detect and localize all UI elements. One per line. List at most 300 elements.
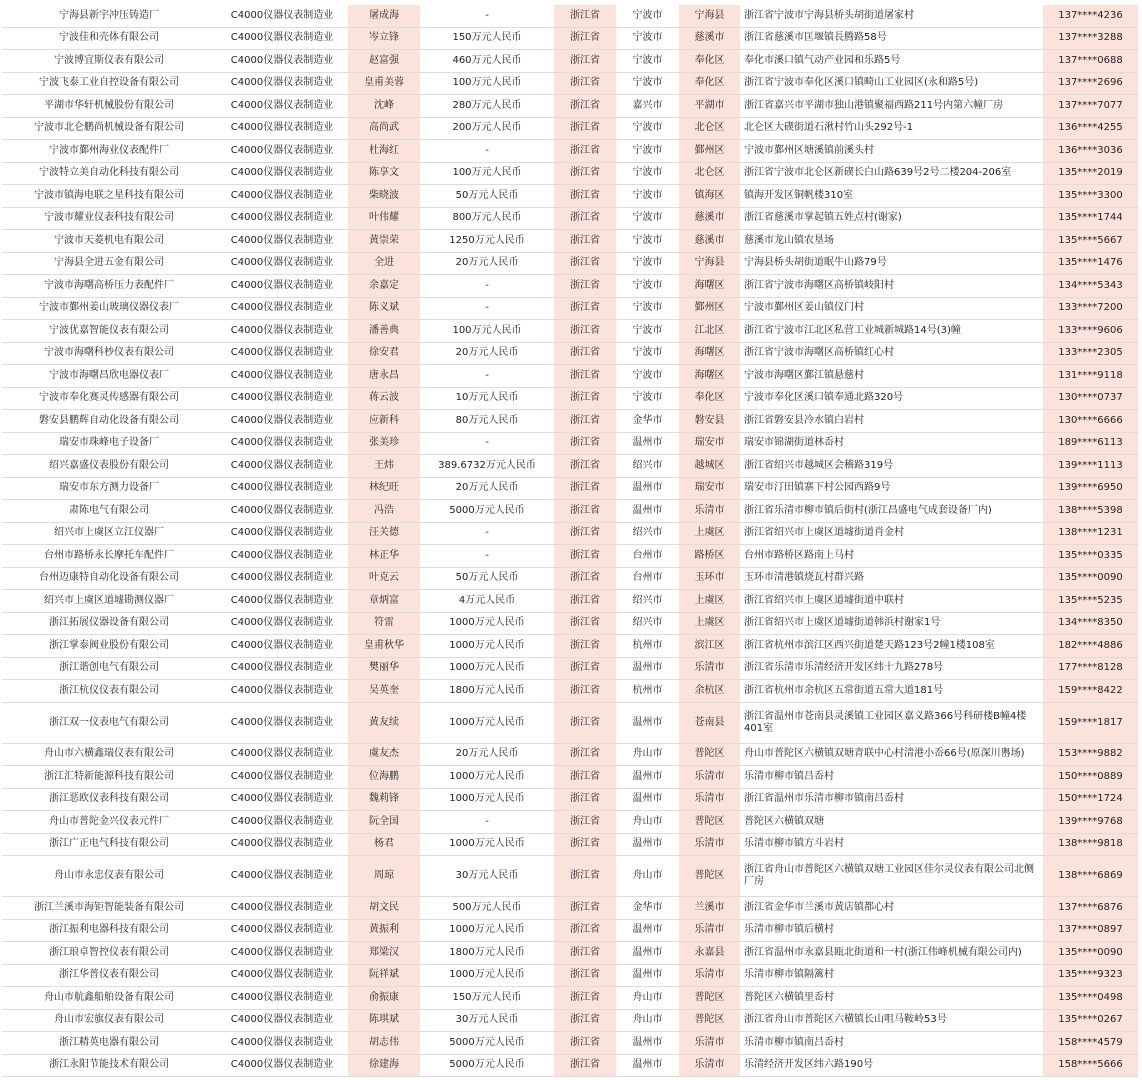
city-cell: 绍兴市 [616, 590, 679, 613]
district-cell: 滨江区 [679, 635, 740, 658]
province-cell: 浙江省 [554, 657, 616, 680]
phone-cell: 133****9606 [1043, 320, 1138, 343]
registered-capital-cell: 30万元人民币 [420, 1009, 554, 1032]
city-cell: 宁波市 [616, 342, 679, 365]
registered-capital-cell: - [420, 140, 554, 163]
phone-cell: 158****5666 [1043, 1054, 1138, 1077]
district-cell: 苍南县 [679, 702, 740, 743]
district-cell: 奉化区 [679, 50, 740, 73]
province-cell: 浙江省 [554, 567, 616, 590]
phone-cell: 135****3300 [1043, 185, 1138, 208]
city-cell: 宁波市 [616, 275, 679, 298]
legal-person-cell: 杜海红 [348, 140, 420, 163]
province-cell: 浙江省 [554, 833, 616, 856]
table-row [2, 856, 1138, 897]
address-cell: 浙江省慈溪市匡堰镇長腾路58号 [740, 27, 1043, 50]
address-cell: 浙江省乐清市柳市镇后街村(浙江昌盛电气成套设备厂内) [740, 500, 1043, 523]
address-cell: 浙江省宁波市奉化区溪口镇畸山工业园区(永和路5号) [740, 72, 1043, 95]
table-row [2, 320, 1138, 343]
province-cell: 浙江省 [554, 72, 616, 95]
registered-capital-cell: - [420, 522, 554, 545]
phone-cell: 134****5343 [1043, 275, 1138, 298]
legal-person-cell: 冯浩 [348, 500, 420, 523]
district-cell: 北仑区 [679, 162, 740, 185]
address-cell: 浙江省金华市兰溪市黄店镇都心村 [740, 897, 1043, 920]
city-cell: 温州市 [616, 942, 679, 965]
province-cell: 浙江省 [554, 743, 616, 766]
province-cell: 浙江省 [554, 680, 616, 703]
industry-cell: C4000仪器仪表制造业 [216, 185, 348, 208]
registered-capital-cell: 1800万元人民币 [420, 680, 554, 703]
industry-cell: C4000仪器仪表制造业 [216, 897, 348, 920]
province-cell: 浙江省 [554, 1054, 616, 1077]
registered-capital-cell: 20万元人民币 [420, 477, 554, 500]
table-row [2, 788, 1138, 811]
industry-cell: C4000仪器仪表制造业 [216, 455, 348, 478]
phone-cell: 138****6869 [1043, 856, 1138, 897]
phone-cell: 133****7200 [1043, 297, 1138, 320]
district-cell: 路桥区 [679, 545, 740, 568]
address-cell: 宁波市奉化区溪口镇奉通北路320号 [740, 387, 1043, 410]
legal-person-cell: 岑立锋 [348, 27, 420, 50]
registered-capital-cell: 1000万元人民币 [420, 964, 554, 987]
legal-person-cell: 林纪旺 [348, 477, 420, 500]
address-cell: 浙江省舟山市普陀区六横镇双塘工业园区佳尔灵仪表有限公司北侧厂房 [740, 856, 1043, 897]
address-cell: 乐清市柳市镇南吕岙村 [740, 1032, 1043, 1055]
province-cell: 浙江省 [554, 856, 616, 897]
city-cell: 舟山市 [616, 743, 679, 766]
industry-cell: C4000仪器仪表制造业 [216, 788, 348, 811]
table-body [2, 5, 1138, 1077]
table-row [2, 1009, 1138, 1032]
city-cell: 温州市 [616, 702, 679, 743]
table-row [2, 833, 1138, 856]
company-name-cell: 宁波优嘉智能仪表有限公司 [2, 320, 216, 343]
phone-cell: 135****5235 [1043, 590, 1138, 613]
legal-person-cell: 皇甫美蓉 [348, 72, 420, 95]
district-cell: 永嘉县 [679, 942, 740, 965]
company-name-cell: 浙江振利电器科技有限公司 [2, 919, 216, 942]
address-cell: 瑞安市锦湖街道林岙村 [740, 432, 1043, 455]
province-cell: 浙江省 [554, 477, 616, 500]
industry-cell: C4000仪器仪表制造业 [216, 410, 348, 433]
legal-person-cell: 章炳富 [348, 590, 420, 613]
city-cell: 宁波市 [616, 207, 679, 230]
city-cell: 温州市 [616, 657, 679, 680]
district-cell: 海曙区 [679, 365, 740, 388]
phone-cell: 131****9118 [1043, 365, 1138, 388]
district-cell: 乐清市 [679, 500, 740, 523]
table-row [2, 657, 1138, 680]
company-name-cell: 宁波市海曙昌欣电器仪表厂 [2, 365, 216, 388]
industry-cell: C4000仪器仪表制造业 [216, 252, 348, 275]
registered-capital-cell: 20万元人民币 [420, 252, 554, 275]
address-cell: 浙江省宁波市海曙区高桥镇岐阳村 [740, 275, 1043, 298]
city-cell: 温州市 [616, 788, 679, 811]
province-cell: 浙江省 [554, 897, 616, 920]
company-name-cell: 宁波飞泰工业自控设备有限公司 [2, 72, 216, 95]
district-cell: 宁海县 [679, 252, 740, 275]
legal-person-cell: 黄崇荣 [348, 230, 420, 253]
industry-cell: C4000仪器仪表制造业 [216, 432, 348, 455]
city-cell: 宁波市 [616, 140, 679, 163]
city-cell: 舟山市 [616, 856, 679, 897]
phone-cell: 130****0737 [1043, 387, 1138, 410]
city-cell: 宁波市 [616, 230, 679, 253]
address-cell: 浙江省绍兴市越城区会稽路319号 [740, 455, 1043, 478]
address-cell: 普陀区六横镇里岙村 [740, 987, 1043, 1010]
phone-cell: 135****0498 [1043, 987, 1138, 1010]
registered-capital-cell: 50万元人民币 [420, 567, 554, 590]
address-cell: 浙江省宁波市宁海县桥头胡街道屠家村 [740, 5, 1043, 27]
province-cell: 浙江省 [554, 788, 616, 811]
industry-cell: C4000仪器仪表制造业 [216, 811, 348, 834]
industry-cell: C4000仪器仪表制造业 [216, 833, 348, 856]
table-row [2, 612, 1138, 635]
district-cell: 慈溪市 [679, 207, 740, 230]
address-cell: 浙江省宁波市北仑区新碶长白山路639号2号二楼204-206室 [740, 162, 1043, 185]
province-cell: 浙江省 [554, 95, 616, 118]
province-cell: 浙江省 [554, 365, 616, 388]
company-name-cell: 宁海县全进五金有限公司 [2, 252, 216, 275]
address-cell: 浙江省绍兴市上虞区道墟街道中联村 [740, 590, 1043, 613]
city-cell: 绍兴市 [616, 612, 679, 635]
province-cell: 浙江省 [554, 811, 616, 834]
city-cell: 宁波市 [616, 5, 679, 27]
company-name-cell: 浙江兰溪市海钜智能装备有限公司 [2, 897, 216, 920]
city-cell: 绍兴市 [616, 455, 679, 478]
table-row [2, 27, 1138, 50]
address-cell: 浙江省温州市乐清市柳市镇南吕岙村 [740, 788, 1043, 811]
phone-cell: 139****9768 [1043, 811, 1138, 834]
registered-capital-cell: 1000万元人民币 [420, 833, 554, 856]
legal-person-cell: 唐永昌 [348, 365, 420, 388]
city-cell: 台州市 [616, 545, 679, 568]
industry-cell: C4000仪器仪表制造业 [216, 942, 348, 965]
company-name-cell: 舟山市六横鑫瑞仪表有限公司 [2, 743, 216, 766]
legal-person-cell: 吴英奎 [348, 680, 420, 703]
table-row [2, 545, 1138, 568]
industry-cell: C4000仪器仪表制造业 [216, 275, 348, 298]
registered-capital-cell: 1000万元人民币 [420, 919, 554, 942]
legal-person-cell: 杨君 [348, 833, 420, 856]
city-cell: 温州市 [616, 477, 679, 500]
company-name-cell: 绍兴嘉盛仪表股份有限公司 [2, 455, 216, 478]
phone-cell: 137****3288 [1043, 27, 1138, 50]
company-name-cell: 宁波特立美自动化科技有限公司 [2, 162, 216, 185]
company-name-cell: 浙江汇特新能源科技有限公司 [2, 766, 216, 789]
table-row [2, 987, 1138, 1010]
province-cell: 浙江省 [554, 432, 616, 455]
table-row [2, 387, 1138, 410]
legal-person-cell: 皇甫秋华 [348, 635, 420, 658]
address-cell: 玉环市清港镇烧瓦村群兴路 [740, 567, 1043, 590]
province-cell: 浙江省 [554, 410, 616, 433]
legal-person-cell: 张美珍 [348, 432, 420, 455]
industry-cell: C4000仪器仪表制造业 [216, 766, 348, 789]
address-cell: 镇海开发区铜帆楼310室 [740, 185, 1043, 208]
registered-capital-cell: 10万元人民币 [420, 387, 554, 410]
phone-cell: 150****0889 [1043, 766, 1138, 789]
industry-cell: C4000仪器仪表制造业 [216, 500, 348, 523]
table-row [2, 95, 1138, 118]
address-cell: 乐清市柳市镇吕岙村 [740, 766, 1043, 789]
table-row [2, 1054, 1138, 1077]
registered-capital-cell: 1000万元人民币 [420, 766, 554, 789]
province-cell: 浙江省 [554, 50, 616, 73]
industry-cell: C4000仪器仪表制造业 [216, 567, 348, 590]
legal-person-cell: 陈享文 [348, 162, 420, 185]
address-cell: 浙江省杭州市滨江区西兴街道楚天路123号2幢1楼108室 [740, 635, 1043, 658]
city-cell: 金华市 [616, 897, 679, 920]
company-name-cell: 宁波市鄞州姜山玻璃仪器仪表厂 [2, 297, 216, 320]
registered-capital-cell: 1000万元人民币 [420, 635, 554, 658]
table-row [2, 919, 1138, 942]
phone-cell: 177****8128 [1043, 657, 1138, 680]
industry-cell: C4000仪器仪表制造业 [216, 1009, 348, 1032]
company-name-cell: 绍兴市上虞区道墟勘测仪器厂 [2, 590, 216, 613]
province-cell: 浙江省 [554, 27, 616, 50]
registered-capital-cell: - [420, 545, 554, 568]
phone-cell: 137****0688 [1043, 50, 1138, 73]
province-cell: 浙江省 [554, 162, 616, 185]
industry-cell: C4000仪器仪表制造业 [216, 320, 348, 343]
registered-capital-cell: - [420, 5, 554, 27]
city-cell: 舟山市 [616, 1009, 679, 1032]
province-cell: 浙江省 [554, 387, 616, 410]
phone-cell: 135****0090 [1043, 567, 1138, 590]
district-cell: 普陀区 [679, 1009, 740, 1032]
phone-cell: 135****0090 [1043, 942, 1138, 965]
city-cell: 宁波市 [616, 365, 679, 388]
phone-cell: 139****6950 [1043, 477, 1138, 500]
district-cell: 瑞安市 [679, 432, 740, 455]
district-cell: 乐清市 [679, 788, 740, 811]
phone-cell: 135****5667 [1043, 230, 1138, 253]
city-cell: 温州市 [616, 432, 679, 455]
legal-person-cell: 叶克云 [348, 567, 420, 590]
industry-cell: C4000仪器仪表制造业 [216, 702, 348, 743]
legal-person-cell: 余嘉定 [348, 275, 420, 298]
legal-person-cell: 胡志伟 [348, 1032, 420, 1055]
city-cell: 宁波市 [616, 387, 679, 410]
company-name-cell: 舟山市永忠仪表有限公司 [2, 856, 216, 897]
table-row [2, 275, 1138, 298]
industry-cell: C4000仪器仪表制造业 [216, 590, 348, 613]
province-cell: 浙江省 [554, 987, 616, 1010]
table-row [2, 1032, 1138, 1055]
registered-capital-cell: 460万元人民币 [420, 50, 554, 73]
registered-capital-cell: 5000万元人民币 [420, 1054, 554, 1077]
legal-person-cell: 王炜 [348, 455, 420, 478]
table-row [2, 477, 1138, 500]
table-row [2, 635, 1138, 658]
registered-capital-cell: - [420, 275, 554, 298]
city-cell: 宁波市 [616, 252, 679, 275]
phone-cell: 137****0897 [1043, 919, 1138, 942]
address-cell: 浙江省舟山市普陀区六横镇长山咀马鞍岭53号 [740, 1009, 1043, 1032]
table-row [2, 500, 1138, 523]
address-cell: 宁波市海曙区鄞江镇悬慈村 [740, 365, 1043, 388]
district-cell: 上虞区 [679, 590, 740, 613]
industry-cell: C4000仪器仪表制造业 [216, 27, 348, 50]
province-cell: 浙江省 [554, 117, 616, 140]
table-row [2, 185, 1138, 208]
district-cell: 乐清市 [679, 833, 740, 856]
company-name-cell: 浙江双一仪表电气有限公司 [2, 702, 216, 743]
table-row [2, 897, 1138, 920]
legal-person-cell: 全进 [348, 252, 420, 275]
legal-person-cell: 陈义斌 [348, 297, 420, 320]
registered-capital-cell: 150万元人民币 [420, 987, 554, 1010]
district-cell: 兰溪市 [679, 897, 740, 920]
table-row [2, 942, 1138, 965]
address-cell: 浙江省绍兴市上虞区道墟街道肖金村 [740, 522, 1043, 545]
registered-capital-cell: 100万元人民币 [420, 320, 554, 343]
legal-person-cell: 黄友续 [348, 702, 420, 743]
phone-cell: 153****9882 [1043, 743, 1138, 766]
company-name-cell: 宁波市鄞州海业仪表配件厂 [2, 140, 216, 163]
legal-person-cell: 陈琪斌 [348, 1009, 420, 1032]
city-cell: 舟山市 [616, 987, 679, 1010]
registered-capital-cell: 200万元人民币 [420, 117, 554, 140]
address-cell: 浙江省嘉兴市平湖市独山港镇聚福西路211号内第六幢厂房 [740, 95, 1043, 118]
company-name-cell: 浙江掌泰阀业股份有限公司 [2, 635, 216, 658]
city-cell: 宁波市 [616, 72, 679, 95]
address-cell: 浙江省磐安县冷水镇白岩村 [740, 410, 1043, 433]
address-cell: 浙江省宁波市江北区私营工业城新城路14号(3)幢 [740, 320, 1043, 343]
registered-capital-cell: 389.6732万元人民币 [420, 455, 554, 478]
company-name-cell: 舟山市宏旗仪表有限公司 [2, 1009, 216, 1032]
phone-cell: 130****6666 [1043, 410, 1138, 433]
phone-cell: 135****1744 [1043, 207, 1138, 230]
industry-cell: C4000仪器仪表制造业 [216, 5, 348, 27]
province-cell: 浙江省 [554, 455, 616, 478]
district-cell: 海曙区 [679, 275, 740, 298]
industry-cell: C4000仪器仪表制造业 [216, 1032, 348, 1055]
city-cell: 舟山市 [616, 811, 679, 834]
registered-capital-cell: 150万元人民币 [420, 27, 554, 50]
legal-person-cell: 符雷 [348, 612, 420, 635]
address-cell: 浙江省绍兴市上虞区道墟街道韩浜村谢家1号 [740, 612, 1043, 635]
phone-cell: 134****8350 [1043, 612, 1138, 635]
address-cell: 浙江省宁波市海曙区高桥镇红心村 [740, 342, 1043, 365]
industry-cell: C4000仪器仪表制造业 [216, 919, 348, 942]
city-cell: 嘉兴市 [616, 95, 679, 118]
company-name-cell: 浙江杭仪仪表有限公司 [2, 680, 216, 703]
industry-cell: C4000仪器仪表制造业 [216, 1054, 348, 1077]
table-row [2, 766, 1138, 789]
legal-person-cell: 郑梁汉 [348, 942, 420, 965]
legal-person-cell: 徐安君 [348, 342, 420, 365]
legal-person-cell: 赵富强 [348, 50, 420, 73]
district-cell: 上虞区 [679, 612, 740, 635]
phone-cell: 189****6113 [1043, 432, 1138, 455]
district-cell: 上虞区 [679, 522, 740, 545]
registered-capital-cell: - [420, 365, 554, 388]
address-cell: 慈溪市龙山镇农垦场 [740, 230, 1043, 253]
province-cell: 浙江省 [554, 252, 616, 275]
industry-cell: C4000仪器仪表制造业 [216, 72, 348, 95]
district-cell: 平湖市 [679, 95, 740, 118]
province-cell: 浙江省 [554, 297, 616, 320]
legal-person-cell: 高尚武 [348, 117, 420, 140]
district-cell: 北仑区 [679, 117, 740, 140]
district-cell: 海曙区 [679, 342, 740, 365]
table-row [2, 207, 1138, 230]
district-cell: 乐清市 [679, 964, 740, 987]
phone-cell: 137****7077 [1043, 95, 1138, 118]
province-cell: 浙江省 [554, 942, 616, 965]
district-cell: 鄞州区 [679, 297, 740, 320]
table-row [2, 162, 1138, 185]
legal-person-cell: 柴晓波 [348, 185, 420, 208]
city-cell: 温州市 [616, 964, 679, 987]
city-cell: 宁波市 [616, 27, 679, 50]
phone-cell: 182****4886 [1043, 635, 1138, 658]
industry-cell: C4000仪器仪表制造业 [216, 297, 348, 320]
registered-capital-cell: 20万元人民币 [420, 342, 554, 365]
legal-person-cell: 阮全国 [348, 811, 420, 834]
company-name-cell: 浙江广正电气科技有限公司 [2, 833, 216, 856]
industry-cell: C4000仪器仪表制造业 [216, 207, 348, 230]
legal-person-cell: 魏莉锋 [348, 788, 420, 811]
company-name-cell: 磐安县鹏辉自动化设备有限公司 [2, 410, 216, 433]
district-cell: 乐清市 [679, 1032, 740, 1055]
industry-cell: C4000仪器仪表制造业 [216, 680, 348, 703]
industry-cell: C4000仪器仪表制造业 [216, 162, 348, 185]
city-cell: 绍兴市 [616, 522, 679, 545]
table-row [2, 252, 1138, 275]
legal-person-cell: 汪关德 [348, 522, 420, 545]
city-cell: 宁波市 [616, 320, 679, 343]
industry-cell: C4000仪器仪表制造业 [216, 117, 348, 140]
registered-capital-cell: 800万元人民币 [420, 207, 554, 230]
phone-cell: 139****1113 [1043, 455, 1138, 478]
table-row [2, 365, 1138, 388]
table-row [2, 964, 1138, 987]
table-row [2, 811, 1138, 834]
industry-cell: C4000仪器仪表制造业 [216, 522, 348, 545]
industry-cell: C4000仪器仪表制造业 [216, 230, 348, 253]
province-cell: 浙江省 [554, 635, 616, 658]
legal-person-cell: 徐建海 [348, 1054, 420, 1077]
address-cell: 普陀区六横镇双塘 [740, 811, 1043, 834]
company-name-cell: 浙江谐创电气有限公司 [2, 657, 216, 680]
district-cell: 镇海区 [679, 185, 740, 208]
district-cell: 奉化区 [679, 72, 740, 95]
company-name-cell: 宁波市奉化赛灵传感器有限公司 [2, 387, 216, 410]
district-cell: 慈溪市 [679, 27, 740, 50]
company-name-cell: 绍兴市上虞区立江仪器厂 [2, 522, 216, 545]
company-name-cell: 宁波市海曙高桥压力表配件厂 [2, 275, 216, 298]
company-name-cell: 宁波市北仑鹏尚机械设备有限公司 [2, 117, 216, 140]
legal-person-cell: 沈峰 [348, 95, 420, 118]
phone-cell: 135****1476 [1043, 252, 1138, 275]
table-row [2, 72, 1138, 95]
industry-cell: C4000仪器仪表制造业 [216, 95, 348, 118]
table-row [2, 50, 1138, 73]
address-cell: 浙江省慈溪市掌起镇五姓点村(谢家) [740, 207, 1043, 230]
district-cell: 普陀区 [679, 856, 740, 897]
province-cell: 浙江省 [554, 140, 616, 163]
industry-cell: C4000仪器仪表制造业 [216, 477, 348, 500]
phone-cell: 136****4255 [1043, 117, 1138, 140]
registered-capital-cell: 1800万元人民币 [420, 942, 554, 965]
table-row [2, 702, 1138, 743]
district-cell: 普陀区 [679, 987, 740, 1010]
table-row [2, 410, 1138, 433]
